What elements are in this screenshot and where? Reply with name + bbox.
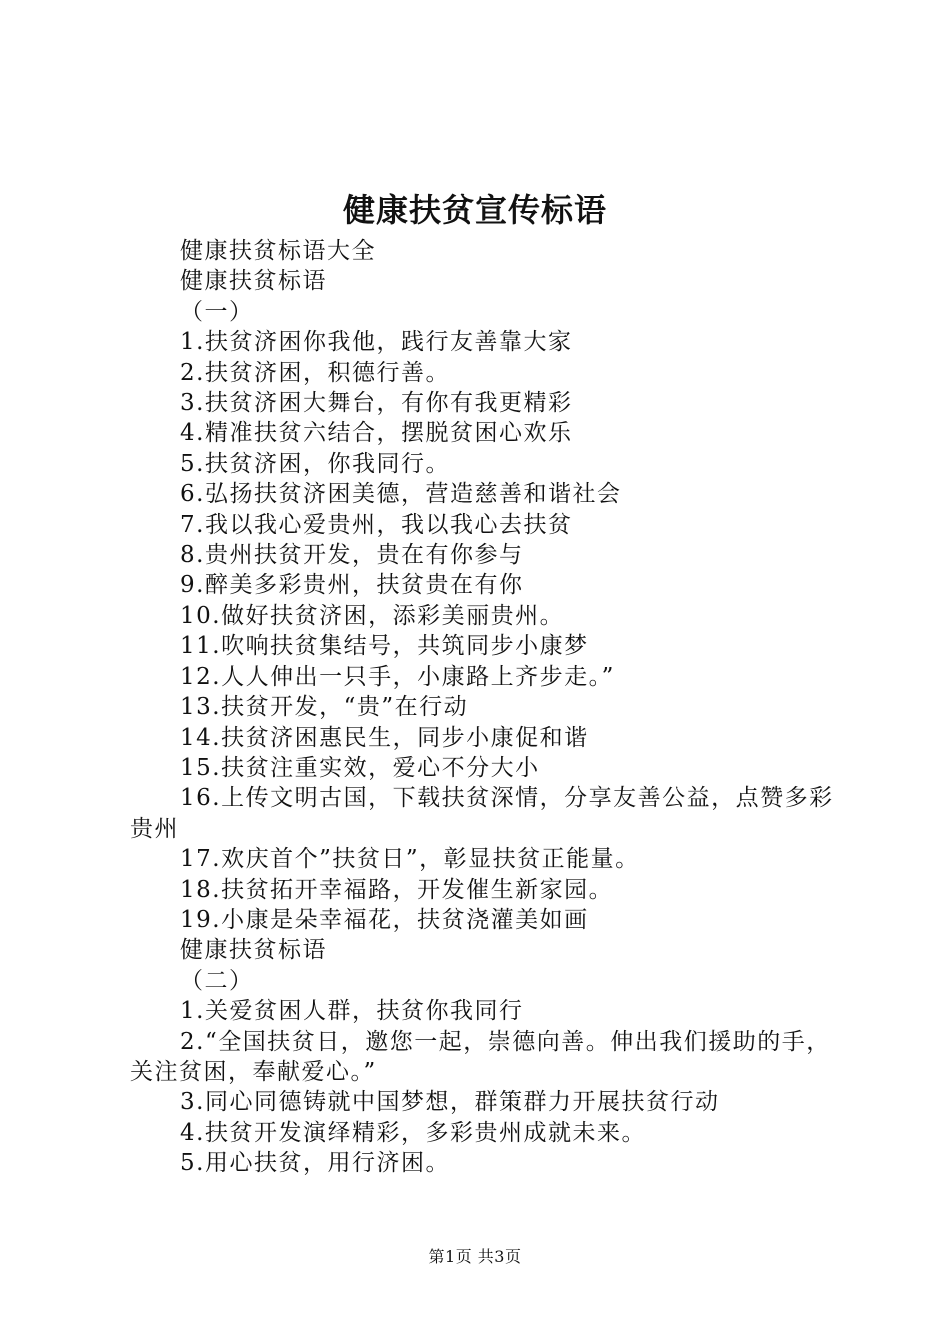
text-line: 健康扶贫标语大全 [180,238,376,264]
text-line: 18.扶贫拓开幸福路，开发催生新家园。 [180,876,614,903]
text-line: 4.扶贫开发演绎精彩，多彩贵州成就未来。 [180,1119,646,1146]
text-line: 11.吹响扶贫集结号，共筑同步小康梦 [180,633,589,660]
text-line: （二） [180,967,254,994]
text-line: 1.扶贫济困你我他，践行友善靠大家 [180,329,573,356]
page-footer: 第1页 共3页 [428,1247,522,1266]
text-line: 7.我以我心爱贵州，我以我心去扶贫 [180,511,573,538]
text-line: 健康扶贫标语 [180,937,327,964]
text-line: 13.扶贫开发，“贵”在行动 [180,694,469,721]
text-line: 健康扶贫标语 [180,268,327,295]
text-line: 3.扶贫济困大舞台，有你有我更精彩 [180,390,573,417]
text-line: 10.做好扶贫济困，添彩美丽贵州。 [180,602,565,629]
text-line: 9.醉美多彩贵州，扶贫贵在有你 [180,572,524,599]
text-line: 17.欢庆首个”扶贫日”，彰显扶贫正能量。 [180,846,640,873]
text-line: 14.扶贫济困惠民生，同步小康促和谐 [180,724,589,751]
text-line: （一） [180,298,254,325]
text-line: 5.扶贫济困，你我同行。 [180,450,450,477]
text-line: 12.人人伸出一只手，小康路上齐步走。” [180,663,615,690]
text-line: 5.用心扶贫，用行济困。 [180,1150,450,1177]
text-line: 15.扶贫注重实效，爱心不分大小 [180,754,540,781]
text-line: 8.贵州扶贫开发，贵在有你参与 [180,542,524,569]
text-line: 16.上传文明古国，下载扶贫深情，分享友善公益，点赞多彩贵州 [130,785,834,842]
document-title: 健康扶贫宣传标语 [342,191,607,229]
text-line: 6.弘扬扶贫济困美德，营造慈善和谐社会 [180,481,622,508]
text-line: 1.关爱贫困人群，扶贫你我同行 [180,998,524,1025]
text-line: 4.精准扶贫六结合，摆脱贫困心欢乐 [180,420,573,447]
document-body [130,236,835,1179]
text-line: 2.“全国扶贫日，邀您一起，崇德向善。伸出我们援助的手，关注贫困，奉献爱心。” [130,1028,831,1085]
text-line: 19.小康是朵幸福花，扶贫浇灌美如画 [180,906,589,933]
text-line: 2.扶贫济困，积德行善。 [180,359,450,386]
text-line: 3.同心同德铸就中国梦想，群策群力开展扶贫行动 [180,1089,720,1116]
